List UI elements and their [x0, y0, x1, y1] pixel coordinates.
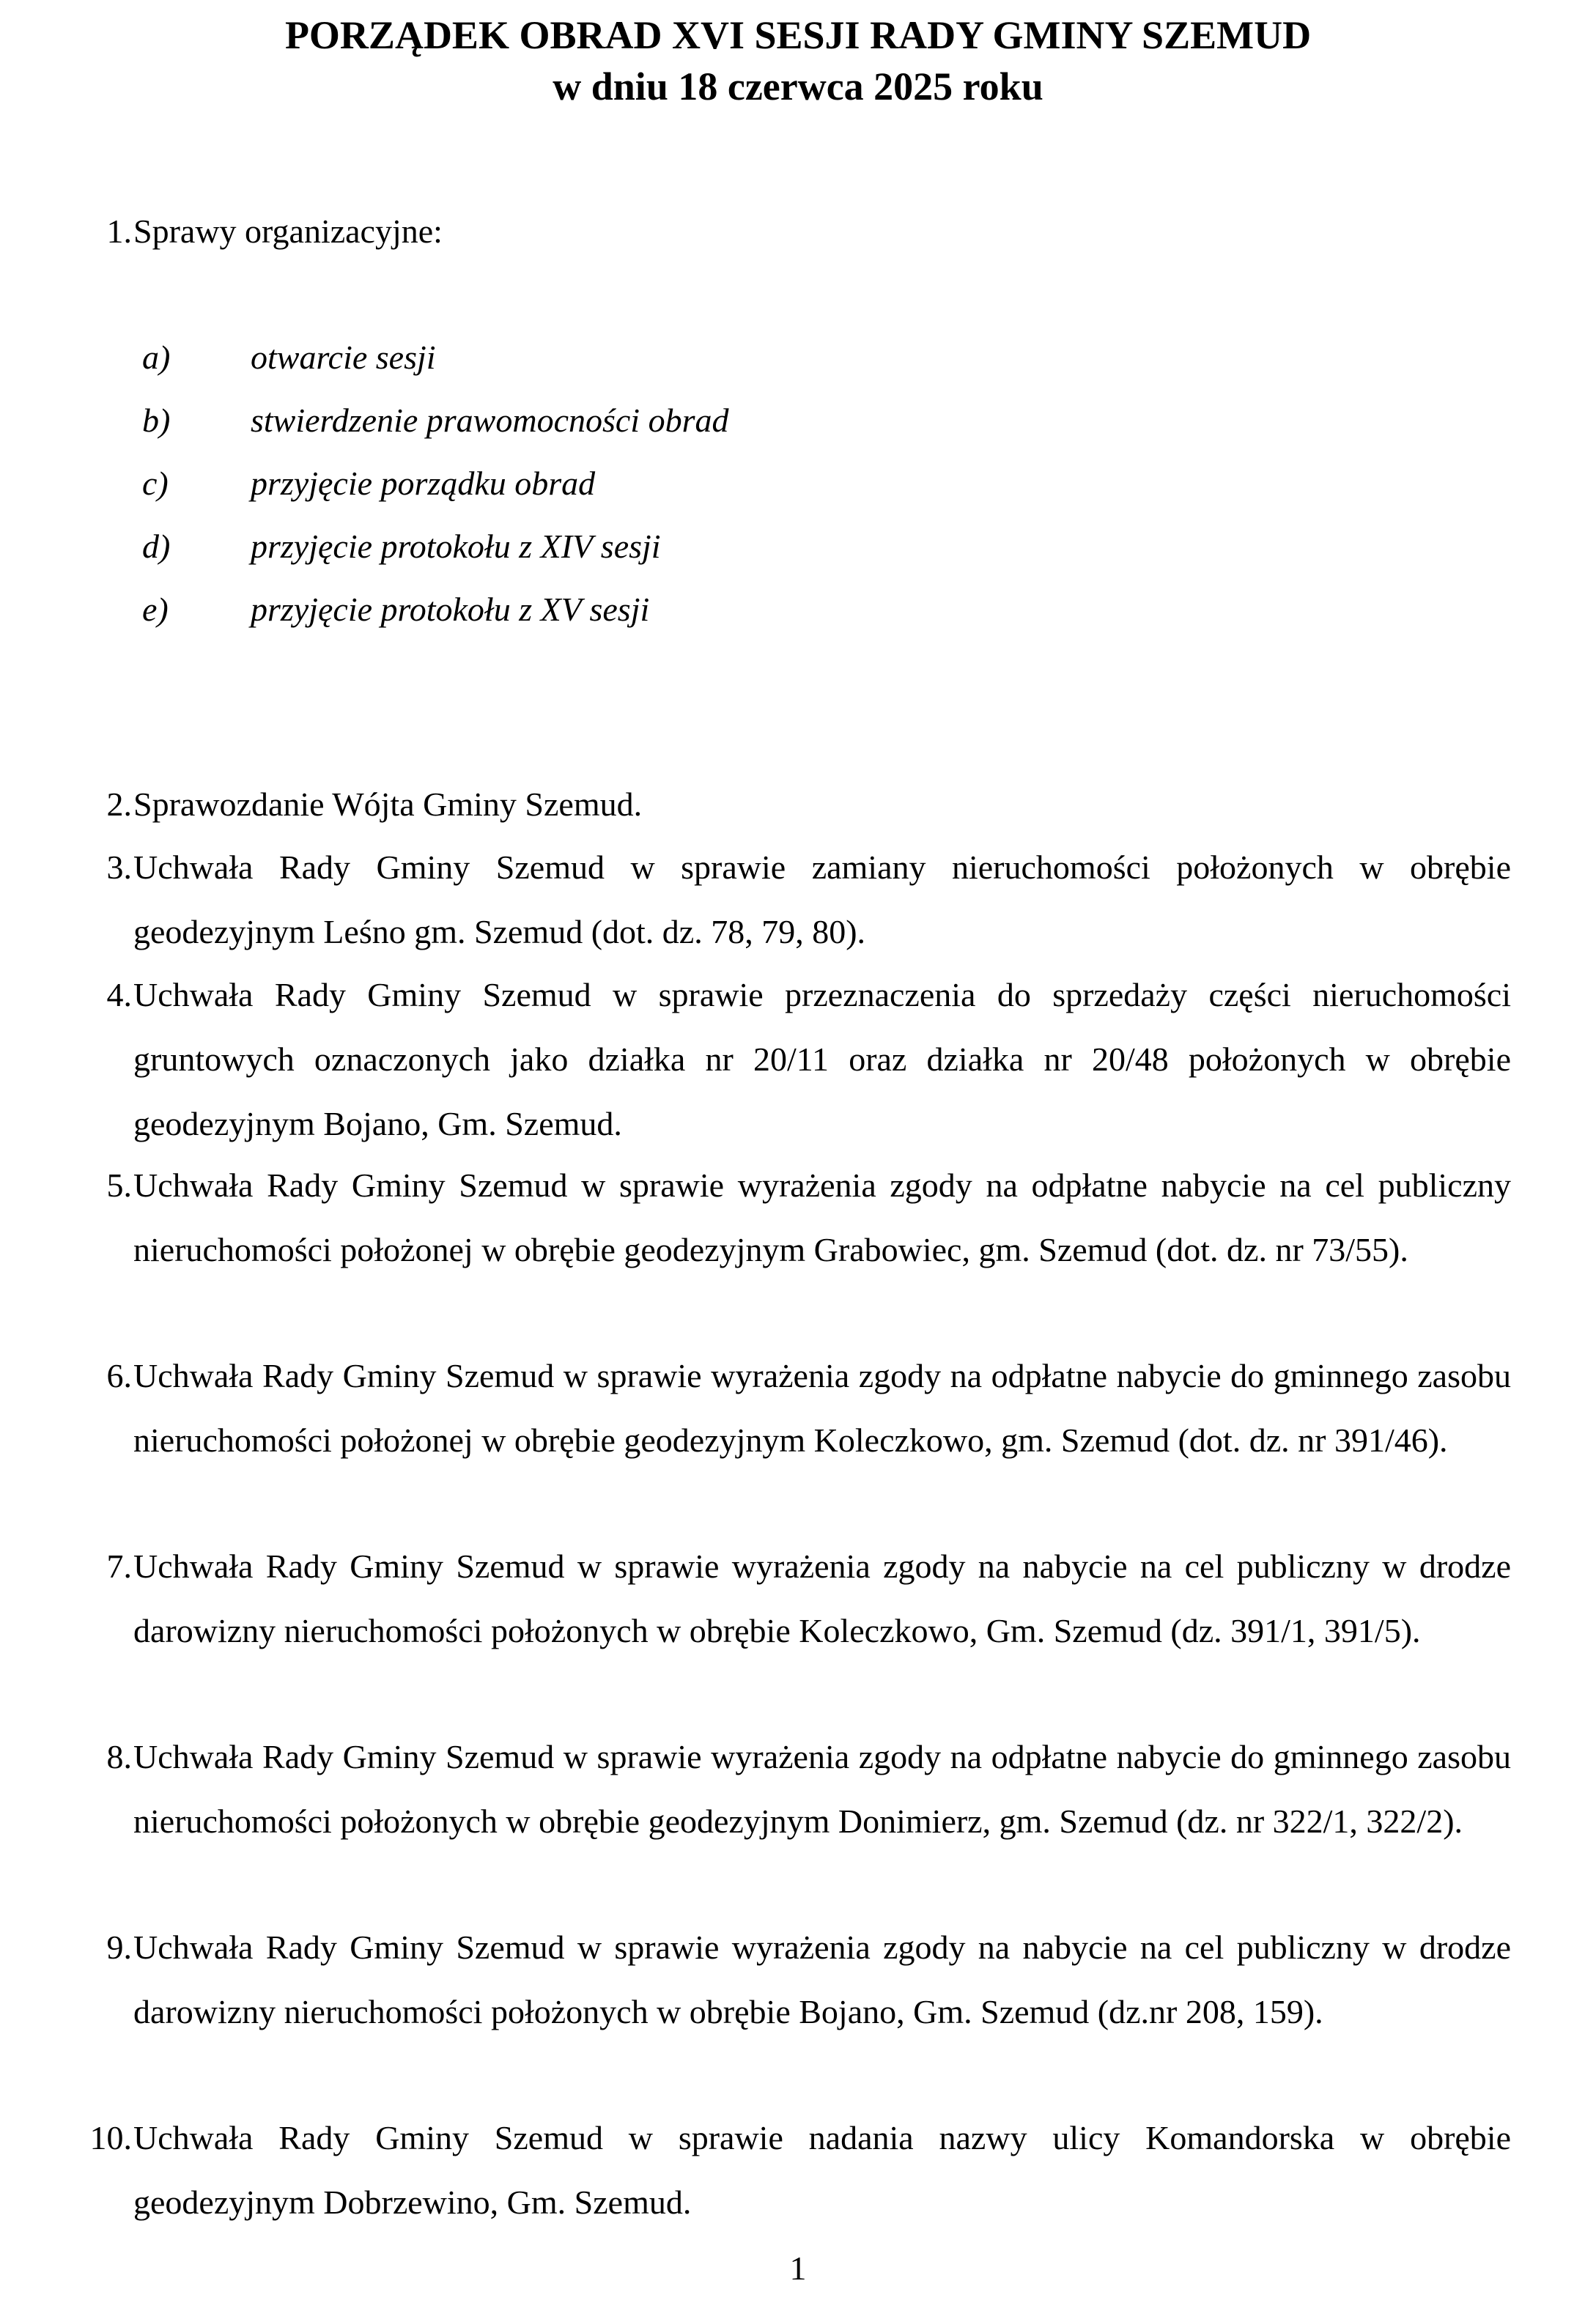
agenda-item-number: 9. — [106, 1929, 132, 1966]
agenda-item-number: 7. — [106, 1548, 132, 1585]
agenda-item-text: Sprawy organizacyjne: — [133, 212, 443, 250]
agenda-item-text: Uchwała Rady Gminy Szemud w sprawie wyrażenia zgody na odpłatne nabycie do gminnego zasobu nieruchomości położonych w obrębie geodezyjnym Donimierz, gm. Szemud (dz. nr 322/1, 322/2). — [133, 1738, 1511, 1840]
agenda-item-text: Uchwała Rady Gminy Szemud w sprawie wyrażenia zgody na nabycie na cel publiczny w drodze darowizny nieruchomości położonych w obrębie Bojano, Gm. Szemud (dz.nr 208, 159). — [133, 1929, 1511, 2030]
document-date-line: w dniu 18 czerwca 2025 roku — [553, 64, 1043, 108]
subitem-text: przyjęcie protokołu z XV sesji — [251, 591, 650, 628]
agenda-item-number: 1. — [106, 212, 132, 250]
agenda-item-number: 5. — [106, 1166, 132, 1204]
agenda-item-text: Uchwała Rady Gminy Szemud w sprawie wyrażenia zgody na nabycie na cel publiczny w drodze darowizny nieruchomości położonych w obrębie Koleczkowo, Gm. Szemud (dz. 391/1, 391/5). — [133, 1548, 1511, 1649]
agenda-item-number: 2. — [106, 785, 132, 823]
agenda-item-number: 3. — [106, 848, 132, 886]
agenda-item-text: Uchwała Rady Gminy Szemud w sprawie zamiany nieruchomości położonych w obrębie geodezyjnym Leśno gm. Szemud (dot. dz. 78, 79, 80). — [133, 848, 1511, 950]
subitem-letter: e) — [142, 591, 169, 628]
subitem-text: przyjęcie porządku obrad — [251, 465, 596, 502]
subitem-letter: a) — [142, 339, 171, 376]
agenda-item-text: Uchwała Rady Gminy Szemud w sprawie wyrażenia zgody na odpłatne nabycie na cel publiczny nieruchomości położonej w obrębie geodezyjnym Grabowiec, gm. Szemud (dot. dz. nr 73/55). — [133, 1166, 1511, 1268]
agenda-item-number: 8. — [106, 1738, 132, 1775]
agenda-item-number: 4. — [106, 976, 132, 1013]
subitem-letter: b) — [142, 402, 171, 439]
page-number: 1 — [789, 2249, 807, 2287]
subitem-text: stwierdzenie prawomocności obrad — [251, 402, 729, 439]
agenda-item-text: Sprawozdanie Wójta Gminy Szemud. — [133, 785, 643, 823]
agenda-item-text: Uchwała Rady Gminy Szemud w sprawie przeznaczenia do sprzedaży części nieruchomości gruntowych oznaczonych jako działka nr 20/11 oraz działka nr 20/48 położonych w obrębie geodezyjnym Bojano, Gm. Szemud. — [133, 976, 1511, 1142]
agenda-item-number: 10. — [89, 2119, 132, 2156]
document-title: PORZĄDEK OBRAD XVI SESJI RADY GMINY SZEMUD — [284, 13, 1312, 57]
agenda-item-text: Uchwała Rady Gminy Szemud w sprawie wyrażenia zgody na odpłatne nabycie do gminnego zasobu nieruchomości położonej w obrębie geodezyjnym Koleczkowo, gm. Szemud (dot. dz. nr 391/46). — [133, 1357, 1511, 1459]
agenda-item-number: 6. — [106, 1357, 132, 1394]
agenda-item-text: Uchwała Rady Gminy Szemud w sprawie nadania nazwy ulicy Komandorska w obrębie geodezyjnym Dobrzewino, Gm. Szemud. — [133, 2119, 1511, 2221]
subitem-letter: c) — [142, 465, 169, 502]
subitem-text: przyjęcie protokołu z XIV sesji — [251, 528, 661, 565]
subitem-letter: d) — [142, 528, 171, 565]
subitem-text: otwarcie sesji — [251, 339, 436, 376]
